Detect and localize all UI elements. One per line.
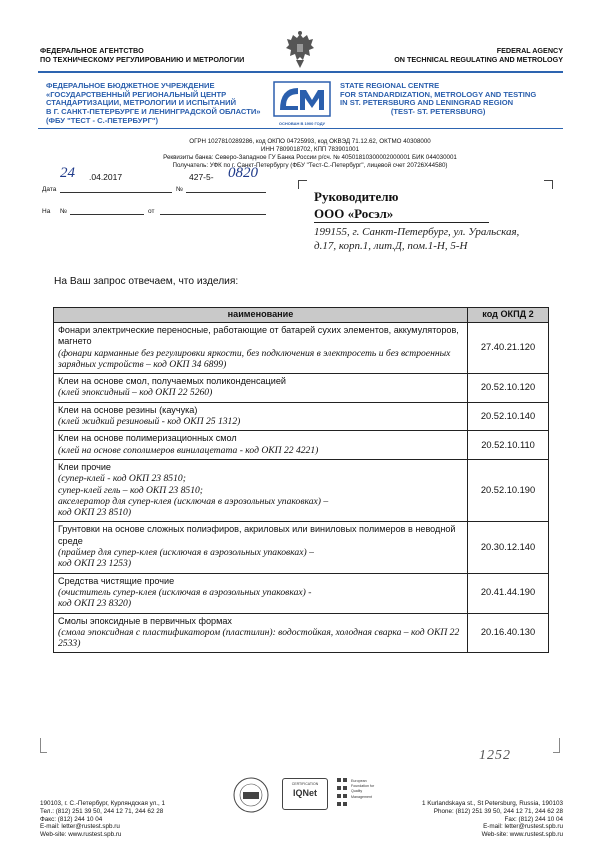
table-row (54, 522, 549, 573)
iqnet-badge: CERTIFICATION IQNet (282, 778, 328, 810)
product-name-cell (54, 613, 468, 653)
okpd2-code-cell: 20.52.10.140 (468, 402, 549, 431)
on-number-label: № (60, 208, 67, 215)
from-line (160, 214, 266, 215)
header-divider (38, 71, 563, 73)
addressee-address: 199155, г. Санкт-Петербург, ул. Уральская, д.17, корп.1, лит.Д, пом.1-Н, 5-Н (314, 226, 520, 252)
okpd2-code-cell: 20.52.10.120 (468, 374, 549, 403)
product-title: Клеи на основе смол, получаемых поликонденсацией (58, 376, 286, 387)
product-name-cell (54, 522, 468, 573)
bank-requisites: ОГРН 1027810289286, код ОКПО 04725993, код ОКВЭД 71.12.62, ОКТМО 40308000 ИНН 7809018702, КПП 783901001 Реквизиты банка: Северо-Западное ГУ Банка России р/сч. № 40501810300002000001 БИК 044030001 Получатель: УФК по г. Санкт-Петербургу (ФБУ "Тест-С.-Петербург", лицевой счет 20726X44580) (163, 138, 457, 169)
table-row (54, 323, 549, 374)
table-row (54, 374, 549, 403)
product-name-cell (54, 431, 468, 460)
agency-name-en: FEDERAL AGENCY ON TECHNICAL REGULATING AND METROLOGY (394, 46, 563, 64)
table-row (54, 573, 549, 613)
product-note: (фонари карманные без регулировки яркости, без подключения в электросеть и без встроенных зарядных устройств – код ОКП 34 6899) (58, 347, 451, 370)
footer-contacts-ru: 190103, г. С.-Петербург, Курляндская ул., 1 Тел.: (812) 251 39 50, 244 12 71, 244 62 28 Факс: (812) 244 10 04 E-mail: letter@rustest.spb.ru Web-site: www.rustest.spb.ru (40, 800, 166, 839)
agency-name-ru: ФЕДЕРАЛЬНОЕ АГЕНТСТВО ПО ТЕХНИЧЕСКОМУ РЕГУЛИРОВАНИЮ И МЕТРОЛОГИИ (40, 46, 245, 64)
addressee: Руководителю ООО «Росэл» (314, 188, 489, 223)
efqm-icon (336, 776, 350, 810)
number-line (186, 192, 266, 193)
column-header-code: код ОКПД 2 (468, 308, 549, 323)
handwritten-reg-number: 0820 (228, 165, 258, 181)
okpd2-code-cell: 20.41.44.190 (468, 573, 549, 613)
handwritten-day: 24 (60, 165, 75, 181)
bottom-bracket-left (40, 738, 47, 753)
table-row (54, 459, 549, 521)
product-note: (клей эпоксидный – код ОКП 22 5260) (58, 387, 213, 399)
product-note: (праймер для супер-клея (исключая в аэрозольных упаковках) – код ОКП 23 1253) (58, 547, 314, 570)
table-row (54, 613, 549, 653)
product-name-cell (54, 374, 468, 403)
registration-prefix: 427-5- (189, 172, 214, 182)
table-row (54, 402, 549, 431)
coat-of-arms-icon (284, 30, 316, 70)
efqm-badge: European Foundation for Quality Management (336, 776, 376, 810)
letter-date: .04.2017 (89, 172, 123, 182)
product-note: (смола эпоксидная с пластификатором (пластилин): водостойкая, холодная сварка – код ОКП 22 2533) (58, 626, 460, 650)
okpd2-code-cell: 27.40.21.120 (468, 323, 549, 374)
product-note: (супер-клей - код ОКП 23 8510; супер-клей гель – код ОКП 23 8510; акселератор для супер-клея (исключая в аэрозольных упаковках) – код ОКП 23 8510) (58, 473, 329, 519)
certification-seal-icon (232, 776, 270, 814)
org-name-en: STATE REGIONAL CENTRE FOR STANDARDIZATION, METROLOGY AND TESTING IN ST. PETERSBURG AND LENINGRAD REGION (TEST- ST. PETERSBURG) (340, 81, 537, 117)
okpd2-code-cell: 20.30.12.140 (468, 522, 549, 573)
on-label: На (42, 208, 51, 215)
date-label: Дата (42, 186, 57, 193)
product-title: Клеи на основе резины (каучука) (58, 404, 198, 415)
okpd2-code-cell: 20.52.10.110 (468, 431, 549, 460)
product-title: Смолы эпоксидные в первичных формах (58, 615, 232, 626)
products-table (53, 307, 549, 653)
product-name-cell (54, 323, 468, 374)
org-divider (38, 128, 563, 129)
product-note: (клей жидкий резиновый - код ОКП 25 1312) (58, 416, 241, 428)
product-title: Грунтовки на основе сложных полиэфиров, акриловых или виниловых полимеров в неводной среде (58, 524, 456, 546)
table-header-row (54, 308, 549, 323)
addressee-corner-left (298, 180, 307, 189)
date-line (60, 192, 172, 193)
product-title: Клеи прочие (58, 461, 111, 472)
table-row (54, 431, 549, 460)
csm-logo-icon (270, 76, 334, 122)
footer-contacts-en: 1 Kurlandskaya st., St Petersburg, Russia, 190103 Phone: (812) 251 39 50, 244 12 71, 244 62 28 Fax: (812) 244 10 04 E-mail: letter@rustest.spb.ru Web-site: www.rustest.spb.ru (421, 800, 563, 839)
org-name-ru: ФЕДЕРАЛЬНОЕ БЮДЖЕТНОЕ УЧРЕЖДЕНИЕ «ГОСУДАРСТВЕННЫЙ РЕГИОНАЛЬНЫЙ ЦЕНТР СТАНДАРТИЗАЦИИ, МЕТРОЛОГИИ И ИСПЫТАНИЙ В Г. САНКТ-ПЕТЕРБУРГЕ И ЛЕНИНГРАДСКОЙ ОБЛАСТИ» (ФБУ "ТЕСТ - С.-ПЕТЕРБУРГ") (46, 81, 261, 125)
on-number-line (70, 214, 144, 215)
addressee-corner-right (544, 180, 553, 189)
product-note: (клей на основе сополимеров винилацетата - код ОКП 22 4221) (58, 444, 319, 456)
product-title: Средства чистящие прочие (58, 575, 175, 586)
product-title: Клеи на основе полимеризационных смол (58, 433, 237, 444)
okpd2-code-cell: 20.52.10.190 (468, 459, 549, 521)
product-name-cell (54, 459, 468, 521)
okpd2-code-cell: 20.16.40.130 (468, 613, 549, 653)
product-name-cell (54, 402, 468, 431)
bottom-bracket-right (553, 738, 560, 753)
product-note: (очиститель супер-клея (исключая в аэрозольных упаковках) - код ОКП 23 8320) (58, 586, 312, 610)
handwritten-mark: 1252 (479, 748, 511, 763)
number-label: № (176, 186, 183, 193)
from-label: от (148, 208, 155, 215)
logo-caption: ОСНОВАН В 1900 ГОДУ (278, 121, 326, 126)
product-name-cell (54, 573, 468, 613)
column-header-name: наименование (54, 308, 468, 323)
intro-text: На Ваш запрос отвечаем, что изделия: (54, 276, 239, 287)
product-title: Фонари электрические переносные, работающие от батарей сухих элементов, аккумуляторов, магнето (58, 325, 459, 347)
